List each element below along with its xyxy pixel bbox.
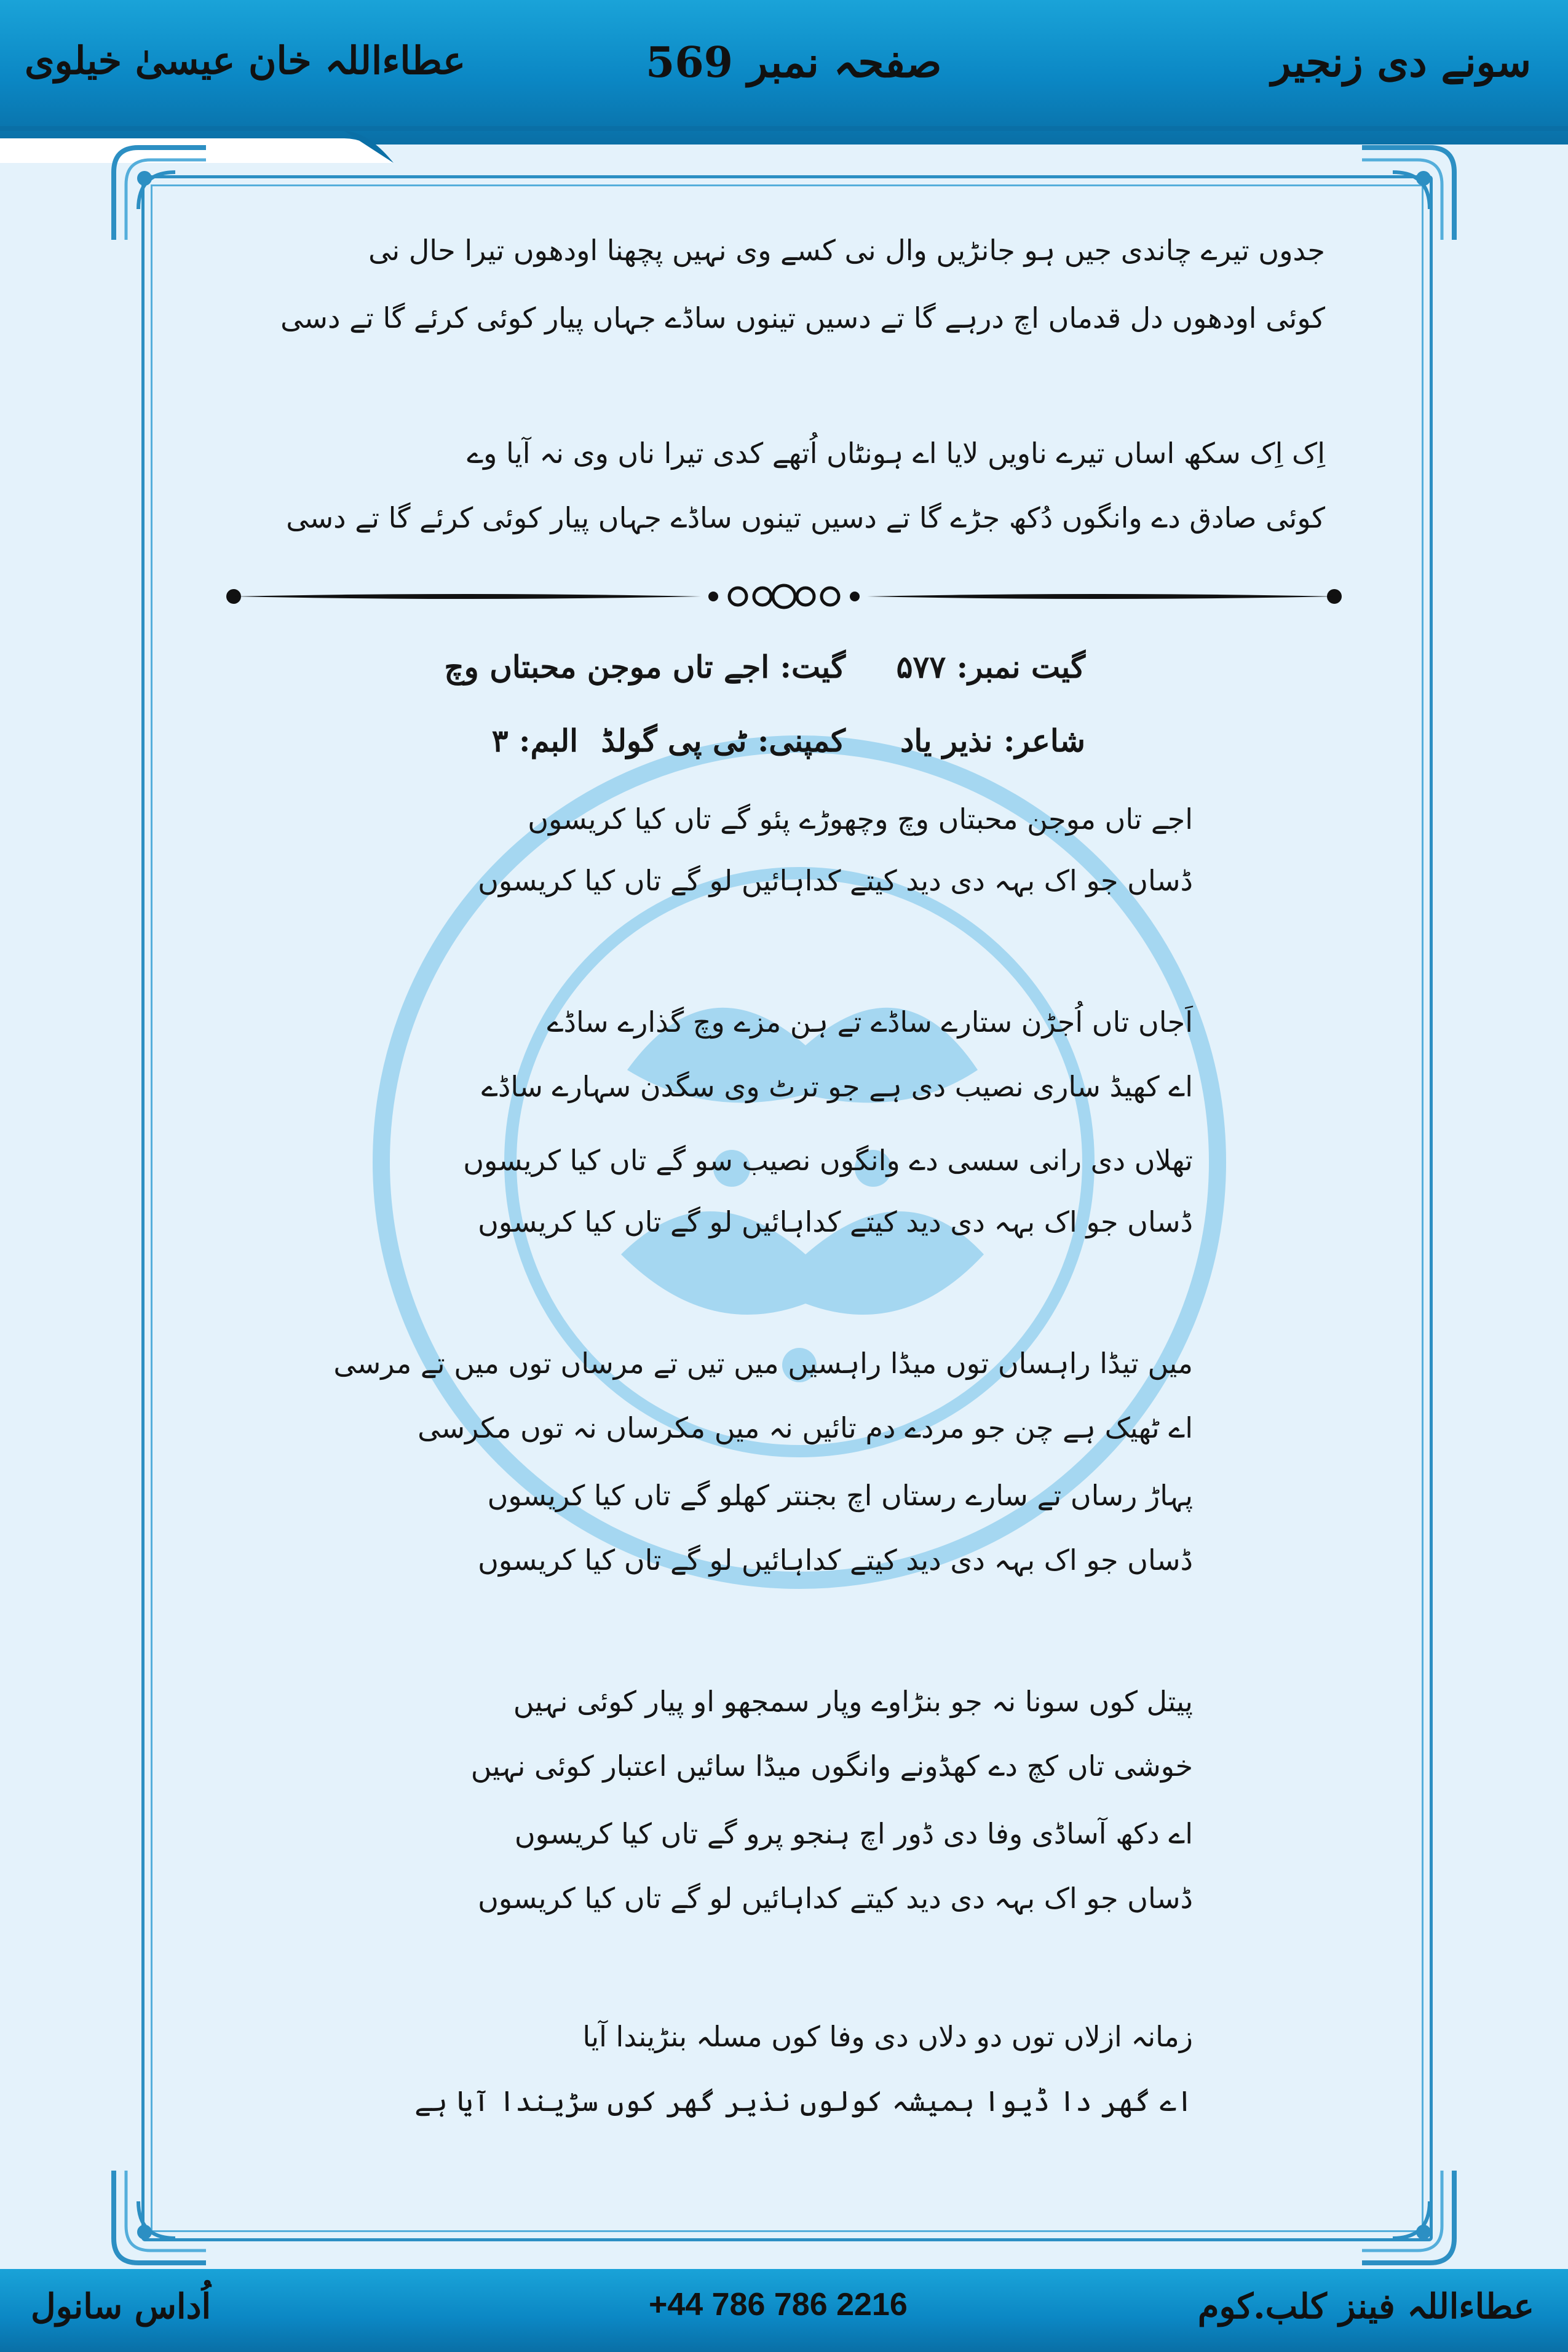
verse-line: پیتل کوں سونا نہ جو بنڑاوے وپار سمجھو او پیار کوئی نہیں [513, 1685, 1193, 1718]
corner-ornament-bottom-right [1350, 2158, 1467, 2275]
verse-line: ڈساں جو اک بہہ دی دید کیتے کداہائیں لو گے تاں کیا کریسوں [478, 1205, 1193, 1238]
song-title: گیت: اجے تاں موجن محبتاں وچ [444, 649, 845, 685]
verse-line: اے دکھ آساڈی وفا دی ڈور اچ ہنجو پرو گے تاں کیا کریسوں [514, 1817, 1193, 1850]
verse-line: پہاڑ رساں تے سارے رستاں اچ بجنتر کھلو گے تاں کیا کریسوں [487, 1479, 1193, 1512]
corner-ornament-bottom-left [101, 2158, 218, 2275]
header-book-title: سونے دی زنجیر [1271, 38, 1531, 86]
song-number: گیت نمبر: ۵۷۷ [896, 649, 1085, 685]
corner-ornament-top-left [101, 135, 218, 252]
header-singer-name: عطاءاللہ خان عیسیٰ خیلوی [25, 38, 466, 83]
verse-line: تھلاں دی رانی سسی دے وانگوں نصیب سو گے تاں کیا کریسوں [463, 1144, 1193, 1177]
verse-line: اے کھیڈ ساری نصیب دی ہے جو ترٹ وی سگدن سہارے ساڈے [481, 1070, 1193, 1103]
verse-line: خوشی تاں کچ دے کھڈونے وانگوں میڈا سائیں اعتبار کوئی نہیں [470, 1749, 1193, 1783]
footer-signature: اُداس سانول [31, 2286, 212, 2327]
verse-line: ڈساں جو اک بہہ دی دید کیتے کداہائیں لو گے تاں کیا کریسوں [478, 1543, 1193, 1577]
top-stanza-line-4: کوئی صادق دے وانگوں دُکھ جڑے گا تے دسیں تینوں ساڈے جہاں پیار کوئی کرئے گا تے دسی [286, 501, 1325, 534]
corner-ornament-top-right [1350, 135, 1467, 252]
top-stanza-line-2: کوئی اودھوں دل قدماں اچ درہے گا تے دسیں تینوں ساڈے جہاں پیار کوئی کرئے گا تے دسی [280, 301, 1325, 335]
verse-line: اجے تاں موجن محبتاں وچ وچھوڑے پئو گے تاں کیا کریسوں [528, 802, 1193, 836]
verse-line: ڈساں جو اک بہہ دی دید کیتے کداہائیں لو گے تاں کیا کریسوں [478, 864, 1193, 897]
verse-line: اے گھر دا ڈیوا ہمیشہ کولوں نذیر گھر کوں سڑیندا آیا ہے [414, 2085, 1193, 2118]
album-number: البم: ۳ [491, 723, 578, 759]
footer-phone-number: +44 786 786 2216 [649, 2287, 908, 2322]
verse-line: میں تیڈا راہساں توں میڈا راہسیں میں تیں تے مرساں توں میں تے مرسی [333, 1347, 1193, 1380]
header-page-number: صفحہ نمبر 569 [646, 38, 942, 87]
top-stanza-line-1: جدوں تیرے چاندی جیں ہو جانڑیں وال نی کسے وی نہیں پچھنا اودھوں تیرا حال نی [368, 234, 1325, 267]
footer-website: عطاءاللہ فینز کلب.کوم [1197, 2286, 1534, 2327]
header-wave-decoration [0, 126, 1568, 163]
verse-line: اَجاں تاں اُجڑن ستارے ساڈے تے ہن مزے وچ گذارے ساڈے [547, 1005, 1193, 1039]
company-name: کمپنی: ٹی پی گولڈ [601, 723, 845, 759]
poet-name: شاعر: نذیر یاد [900, 723, 1085, 759]
verse-line: زمانہ ازلاں توں دو دلاں دی وفا کوں مسلہ بنڑیندا آیا [582, 2020, 1193, 2053]
ornamental-divider [221, 578, 1347, 615]
top-stanza-line-3: اِک اِک سکھ اساں تیرے ناویں لایا اے ہونٹاں اُتھے کدی تیرا ناں وی نہ آیا وے [467, 437, 1325, 470]
verse-line: ڈساں جو اک بہہ دی دید کیتے کداہائیں لو گے تاں کیا کریسوں [478, 1882, 1193, 1915]
verse-line: اے ٹھیک ہے چن جو مردے دم تائیں نہ میں مکرساں نہ توں مکرسی [418, 1411, 1193, 1444]
